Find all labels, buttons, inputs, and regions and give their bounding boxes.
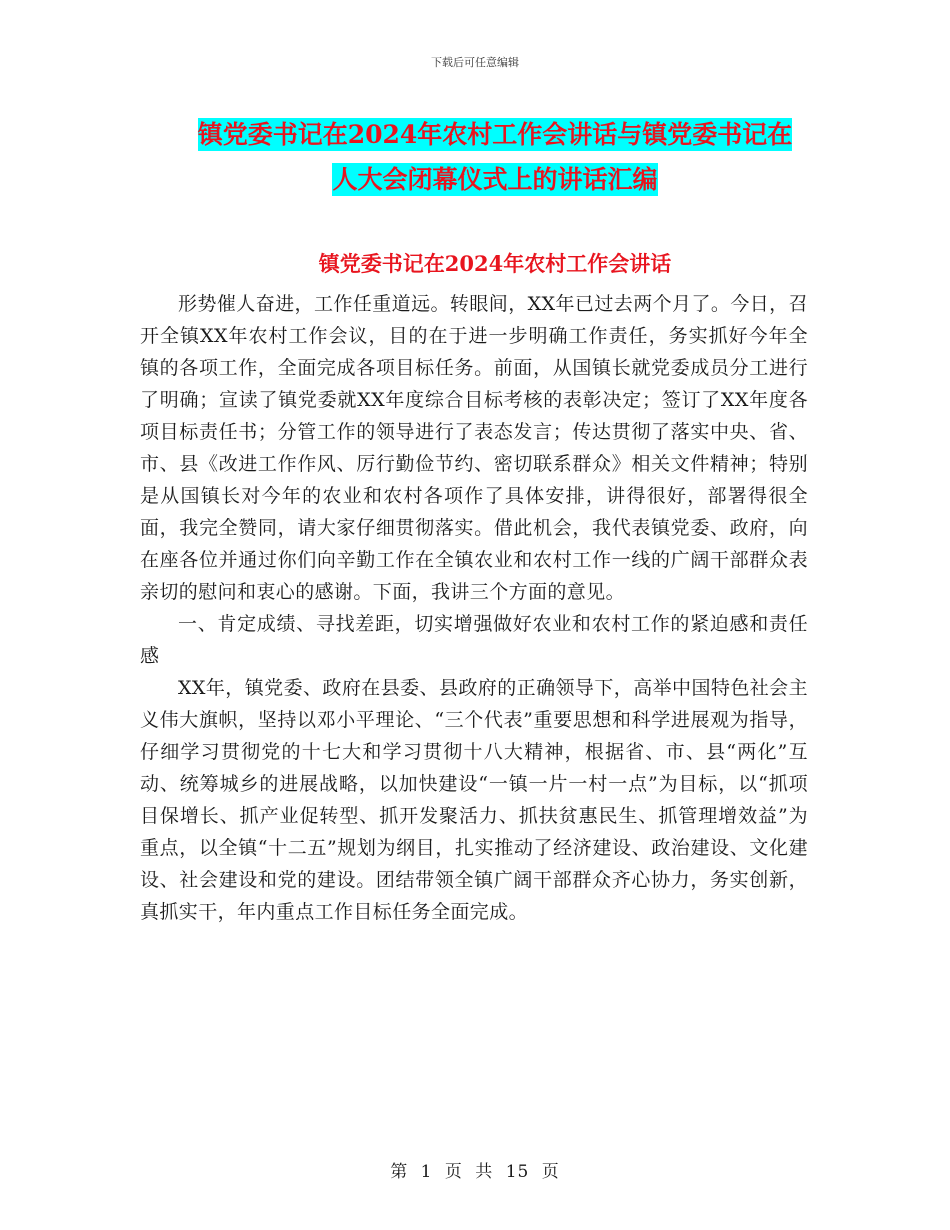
paragraph-1: 形势催人奋进，工作任重道远。转眼间，XX年已过去两个月了。今日，召开全镇XX年农村工作会议，目的在于进一步明确工作责任，务实抓好今年全镇的各项工作，全面完成各项目标任务。前面，从国镇长就党委成员分工进行了明确；宣读了镇党委就XX年度综合目标考核的表彰决定；签订了XX年度各项目标责任书；分管工作的领导进行了表态发言；传达贯彻了落实中央、省、市、县《改进工作作风、厉行勤俭节约、密切联系群众》相关文件精神；特别是从国镇长对今年的农业和农村各项作了具体安排，讲得很好，部署得很全面，我完全赞同，请大家仔细贯彻落实。借此机会，我代表镇党委、政府，向在座各位并通过你们向辛勤工作在全镇农业和农村工作一线的广阔干部群众表亲切的慰问和衷心的感谢。下面，我讲三个方面的意见。 bbox=[140, 293, 808, 603]
body-text bbox=[140, 288, 808, 928]
document-title-line-2: 人大会闭幕仪式上的讲话汇编 bbox=[332, 165, 658, 194]
paragraph-3: XX年，镇党委、政府在县委、县政府的正确领导下，高举中国特色社会主义伟大旗帜，坚持以邓小平理论、“三个代表”重要思想和科学进展观为指导，仔细学习贯彻党的十七大和学习贯彻十八大精神，根据省、市、县“两化”互动、统筹城乡的进展战略，以加快建设“一镇一片一村一点”为目标，以“抓项目保增长、抓产业促转型、抓开发聚活力、抓扶贫惠民生、抓管理增效益”为重点，以全镇“十二五”规划为纲目，扎实推动了经济建设、政治建设、文化建设、社会建设和党的建设。团结带领全镇广阔干部群众齐心协力，务实创新，真抓实干，年内重点工作目标任务全面完成。 bbox=[140, 677, 808, 923]
paragraph-2-heading: 一、肯定成绩、寻找差距，切实增强做好农业和农村工作的紧迫感和责任感 bbox=[140, 613, 808, 667]
document-title-line-1: 镇党委书记在2024年农村工作会讲话与镇党委书记在 bbox=[197, 120, 793, 149]
page-number-footer: 第 1 页 共 15 页 bbox=[390, 1162, 560, 1182]
document-title bbox=[140, 112, 850, 202]
section-title: 镇党委书记在2024年农村工作会讲话 bbox=[318, 251, 672, 276]
page-header-note: 下载后可任意编辑 bbox=[431, 56, 519, 69]
